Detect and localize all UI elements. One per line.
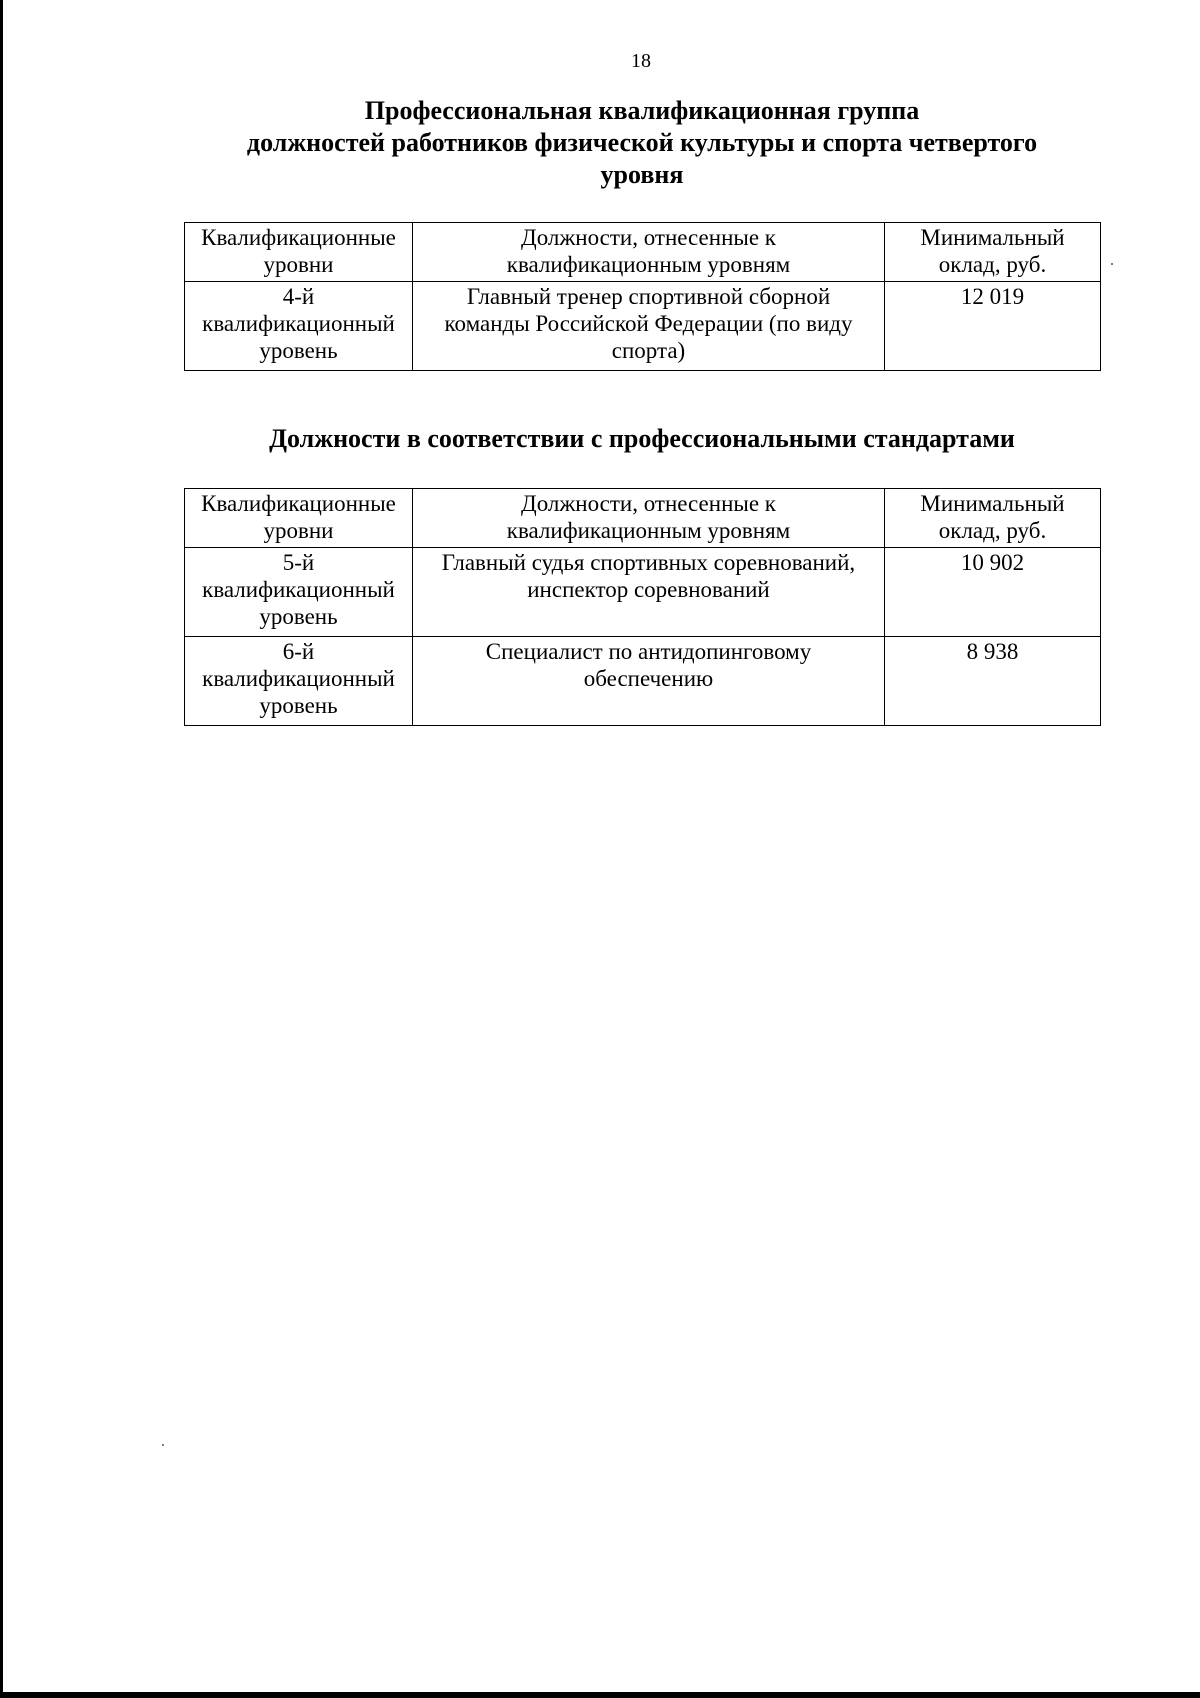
section-1-title-line: уровня	[600, 160, 684, 189]
header-cell-salary	[885, 489, 1101, 548]
level-cell	[185, 282, 413, 371]
header-cell-salary	[885, 223, 1101, 282]
positions-cell	[413, 282, 885, 371]
salary-cell	[885, 282, 1101, 371]
positions-text: инспектор соревнований	[527, 577, 770, 602]
section-2-title	[185, 423, 1099, 455]
header-text: Квалификационные	[201, 225, 396, 250]
positions-text: спорта)	[611, 338, 686, 363]
salary-value: 12 019	[960, 284, 1025, 309]
header-text: Должности, отнесенные к	[521, 225, 776, 250]
salary-cell	[885, 637, 1101, 726]
level-text: квалификационный	[202, 577, 395, 602]
scan-speck	[162, 1444, 164, 1446]
level-text: уровень	[259, 604, 338, 629]
table-row	[185, 548, 1101, 637]
table-row	[185, 637, 1101, 726]
positions-text: обеспечению	[583, 666, 714, 691]
scan-bottom-edge	[0, 1692, 1200, 1698]
table-header-row	[185, 489, 1101, 548]
level-text: уровень	[259, 693, 338, 718]
level-text: квалификационный	[202, 311, 395, 336]
section-1-title-line: Профессиональная квалификационная группа	[364, 96, 920, 125]
table-row	[185, 282, 1101, 371]
header-cell-positions	[413, 223, 885, 282]
positions-text: команды Российской Федерации (по виду	[444, 311, 853, 336]
scan-speck	[1111, 263, 1113, 265]
header-text: оклад, руб.	[938, 518, 1047, 543]
section-1-title	[185, 95, 1099, 191]
positions-text: Главный тренер спортивной сборной	[466, 284, 831, 309]
level-text: квалификационный	[202, 666, 395, 691]
header-text: квалификационным уровням	[506, 252, 791, 277]
level-cell	[185, 637, 413, 726]
section-1-title-line: должностей работников физической культуры и спорта четвертого	[246, 128, 1038, 157]
level-cell	[185, 548, 413, 637]
level-text: 4-й	[282, 284, 315, 309]
page-number: 18	[631, 50, 651, 72]
level-text: 5-й	[282, 550, 315, 575]
header-cell-positions	[413, 489, 885, 548]
qualification-table-1	[184, 222, 1101, 371]
positions-text: Главный судья спортивных соревнований,	[441, 550, 856, 575]
positions-cell	[413, 637, 885, 726]
salary-value: 10 902	[960, 550, 1025, 575]
positions-cell	[413, 548, 885, 637]
qualification-table-2	[184, 488, 1101, 726]
header-text: оклад, руб.	[938, 252, 1047, 277]
header-text: квалификационным уровням	[506, 518, 791, 543]
header-text: Минимальный	[920, 225, 1065, 250]
table-header-row	[185, 223, 1101, 282]
header-cell-levels	[185, 223, 413, 282]
header-cell-levels	[185, 489, 413, 548]
header-text: Квалификационные	[201, 491, 396, 516]
header-text: Должности, отнесенные к	[521, 491, 776, 516]
header-text: Минимальный	[920, 491, 1065, 516]
header-text: уровни	[263, 518, 334, 543]
scan-left-edge	[0, 0, 3, 1698]
level-text: уровень	[259, 338, 338, 363]
header-text: уровни	[263, 252, 334, 277]
salary-cell	[885, 548, 1101, 637]
section-2-title-line: Должности в соответствии с профессиональными стандартами	[269, 424, 1015, 453]
level-text: 6-й	[282, 639, 315, 664]
salary-value: 8 938	[966, 639, 1019, 664]
positions-text: Специалист по антидопинговому	[485, 639, 812, 664]
